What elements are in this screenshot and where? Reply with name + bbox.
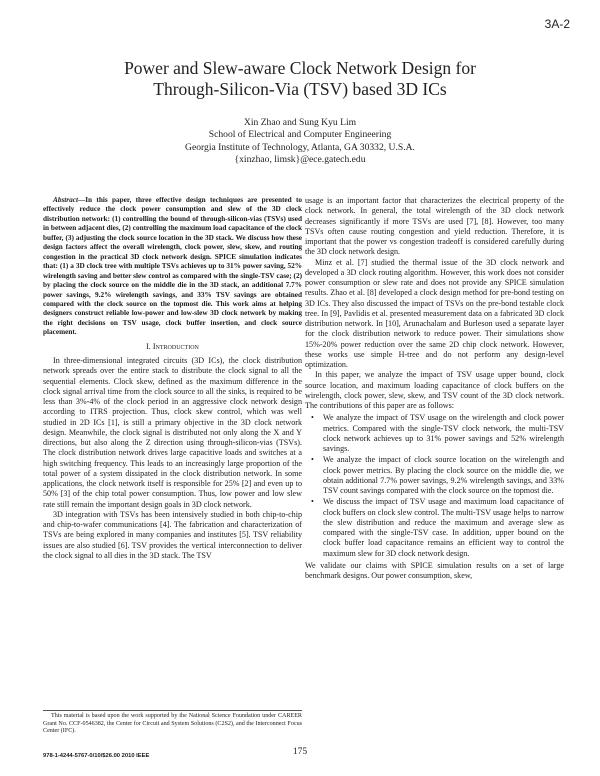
paper-title xyxy=(0,58,600,100)
footnote-divider xyxy=(43,710,302,711)
right-column xyxy=(305,196,564,581)
author-address: Georgia Institute of Technology, Atlanta, GA 30332, U.S.A. xyxy=(185,141,415,153)
contribution-text: We discuss the impact of TSV usage and maximum load capacitance of clock buffers on clock slew control. The multi-TSV usage helps to narrow the slew distribution and reduce the maximum and average slew as compared with the single-TSV case. In addition, upper bound on the clock buffer load capacitance remains an efficient way to control the maximum slew for 3D clock network design. xyxy=(323,497,564,558)
bullet-icon: • xyxy=(311,413,314,423)
page-number: 175 xyxy=(292,747,308,757)
contribution-item xyxy=(305,413,564,454)
intro-paragraph-1: In three-dimensional integrated circuits (3D ICs), the clock distribution network spreads over the entire stack to distribute the clock signal to all the sequential elements. Clock skew, defined as the maximum difference in the clock signal arrival time from the clock source to all the sinks, is required to be less than 3%-4% of the clock period in an aggressive clock network design according to ITRS projection. Thus, clock skew control, which was well studied in 2D ICs [1], is still a primary objective in the 3D clock network design. Meanwhile, the clock signal is distributed not only along the X and Y directions, but also along the Z direction using through-silicon-vias (TSVs). The clock distribution network drives large capacitive loads and switches at a high switching frequency. This leads to an increasingly large proportion of the total power of a system dissipated in the clock distribution network. In some applications, the clock network itself is responsible for 25% [2] and even up to 50% [3] of the chip total power consumption. Thus, low power and low slew rate still remain the important design goals in 3D clock network. xyxy=(43,356,302,509)
session-code: 3A-2 xyxy=(544,17,570,31)
validation-paragraph: We validate our claims with SPICE simulation results on a set of large benchmark designs. Our power consumption, skew, xyxy=(305,560,564,580)
contributions-list xyxy=(305,413,564,559)
footnote: This material is based upon the work supported by the National Science Foundation under CAREER Grant No. CCF-0546382, the Center for Circuit and System Solutions (C2S2), and the Interconnect Focus Center (IFC). xyxy=(43,713,302,735)
contribution-text: We analyze the impact of clock source location on the wirelength and clock power metrics. By placing the clock source on the middle die, we obtain additional 7.7% power savings, 9.2% wirelength savings, and 33% TSV count savings compared with the clock source on the topmost die. xyxy=(323,455,564,495)
left-column xyxy=(43,196,302,561)
isbn-line: 978-1-4244-5767-0/10/$26.00 2010 IEEE xyxy=(43,753,150,759)
author-affiliation: School of Electrical and Computer Engineering xyxy=(208,129,392,141)
abstract-text: —In this paper, three effective design techniques are presented to effectively reduce the clock power consumption and slew of the 3D clock distribution network: (1) controlling the bound of through-silicon-vias (TSVs) used in between adjacent dies, (2) controlling the maximum load capacitance of the clock buffer, (3) adjusting the clock source location in the 3D stack. We discuss how these design factors affect the overall wirelength, clock power, slew, skew, and routing congestion in the practical 3D clock network design. SPICE simulation indicates that: (1) a 3D clock tree with multiple TSVs achieves up to 31% power saving, 52% wirelength saving and better slew control as compared with the single-TSV case; (2) by placing the clock source on the middle die in the 3D stack, an additional 7.7% power savings, 9.2% wirelength savings, and 33% TSV savings are obtained compared with the clock source on the topmost die. This work aims at helping designers construct reliable low-power and low-slew 3D clock network by making the right decisions on TSV usage, clock buffer insertion, and clock source placement. xyxy=(43,196,302,337)
body-paragraph-continued: usage is an important factor that characterizes the electrical property of the clock network. In general, the total wirelength of the 3D clock network decreases significantly if more TSVs are used [7], [8]. However, too many TSVs often cause routing congestion and yield reduction. Therefore, it is important that the power vs congestion tradeoff is considered carefully during the 3D clock network design. xyxy=(305,196,564,257)
intro-paragraph-2: 3D integration with TSVs has been intensively studied in both chip-to-chip and chip-to-wafer communications [4]. The fabrication and characterization of TSVs are being explored in many companies and institutes [5]. TSV reliability issues are also studied [6]. TSV provides the vertical interconnection to deliver the clock signal to all dies in the 3D stack. The TSV xyxy=(43,509,302,560)
bullet-icon: • xyxy=(311,455,314,465)
contribution-item xyxy=(305,455,564,496)
section-heading-introduction: I. Introduction xyxy=(146,341,199,351)
bullet-icon: • xyxy=(311,497,314,507)
title-line-1: Power and Slew-aware Clock Network Design for xyxy=(124,58,476,78)
contributions-intro-paragraph: In this paper, we analyze the impact of TSV usage upper bound, clock source location, and maximum loading capacitance of clock buffers on the wirelength, clock power, slew, skew, and TSV count of the 3D clock network. The contributions of this paper are as follows: xyxy=(305,370,564,410)
abstract xyxy=(43,196,302,338)
author-email: {xinzhao, limsk}@ece.gatech.edu xyxy=(234,154,366,166)
related-work-paragraph: Minz et al. [7] studied the thermal issue of the 3D clock network and developed a 3D clock routing algorithm. However, this work does not consider power consumption or slew rate and does not provide any SPICE simulation results. Zhao et al. [8] developed a clock design method for pre-bond testing on 3D ICs. They also discussed the impact of TSVs on the pre-bond testable clock tree. In [9], Pavlidis et al. presented measurement data on a fabricated 3D clock distribution network. In [10], Arunachalam and Burleson used a separate layer for the clock distribution network to reduce power. Their simulations show 15%-20% power reduction over the same 2D chip clock network. However, these works use simple H-tree and do not perform any design-level optimization. xyxy=(305,257,564,369)
author-names: Xin Zhao and Sung Kyu Lim xyxy=(243,117,357,128)
contribution-text: We analyze the impact of TSV usage on the wirelength and clock power metrics. Compared with the single-TSV clock network, the multi-TSV clock network achieves up to 31% power savings and 52% wirelength savings. xyxy=(323,413,564,453)
contribution-item xyxy=(305,497,564,559)
title-line-2: Through-Silicon-Via (TSV) based 3D ICs xyxy=(153,79,447,99)
abstract-label: Abstract xyxy=(53,196,78,204)
author-block xyxy=(0,117,600,167)
